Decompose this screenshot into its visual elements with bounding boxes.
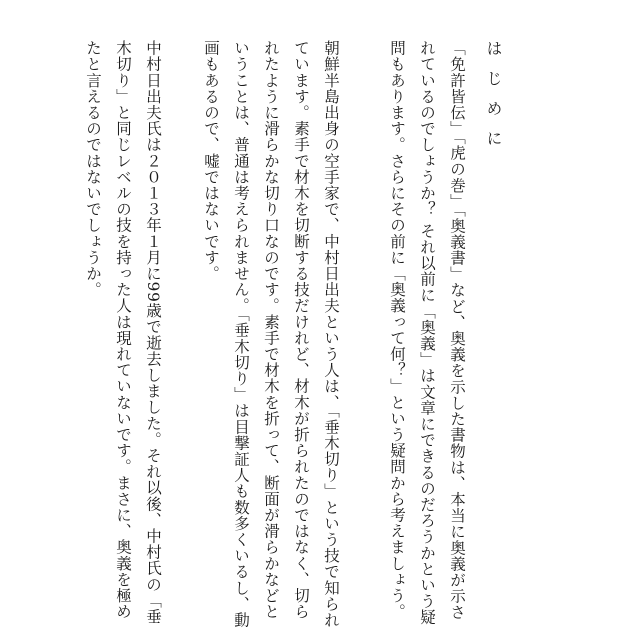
paragraph-3: 中村日出夫氏は２０１３年１月に99歳で逝去しました。それ以後、中村氏の「垂木切り」と同じレベルの技を持った人は現れていないです。まさに、奥義を極めたと言えるのではないでしょうか。	[84, 40, 162, 625]
paragraph-1: 「免許皆伝」「虎の巻」「奥義書」など、奥義を示した書物は、本当に奥義が示されているのでしょうか？ それ以前に「奥義」は文章にできるのだろうかという疑問もあります。さらにその前に「奥義って何？」という疑問から考えましょう。	[388, 40, 466, 626]
page-title: はじめに	[484, 40, 503, 160]
paragraph-2: 朝鮮半島出身の空手家で、中村日出夫という人は、「垂木切り」という技で知られています。素手で材木を切断する技だけれど、材木が折られたのではなく、切られたように滑らかな切り口なのです。素手で材木を折って、断面が滑らかなどということは、普通は考えられません。「垂木切り」は目撃証人も数多くいるし、動画もあるので、嘘ではないです。	[202, 40, 340, 628]
